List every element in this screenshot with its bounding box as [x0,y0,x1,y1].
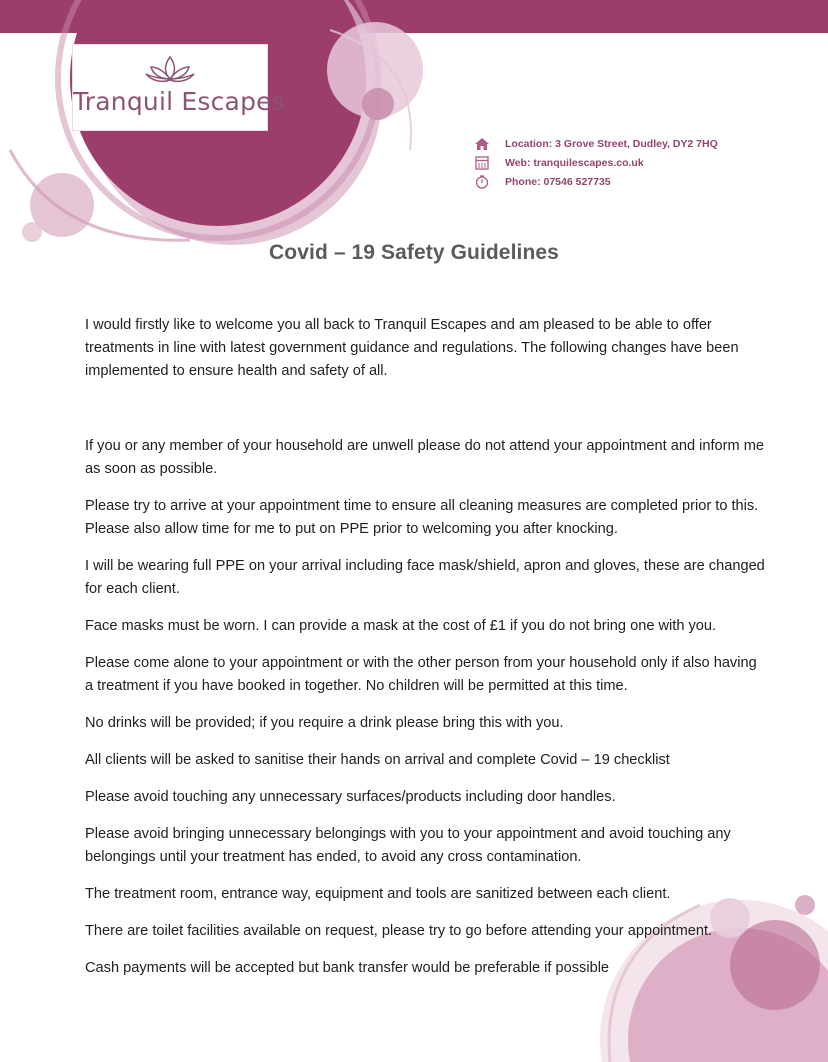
contact-web-text[interactable]: Web: tranquilescapes.co.uk [505,156,644,169]
guideline-item: Please avoid touching any unnecessary surfaces/products including door handles. [85,789,616,805]
footer-blob-small [795,895,815,915]
lotus-icon [144,53,196,85]
home-icon [474,137,490,151]
guideline-item: Face masks must be worn. I can provide a mask at the cost of £1 if you do not bring one with you. [85,618,717,634]
page-title: Covid – 19 Safety Guidelines [269,241,559,264]
guideline-item: There are toilet facilities available on request, please try to go before attending your appointment. [85,923,713,939]
guideline-item: Please try to arrive at your appointment time to ensure all cleaning measures are completed prior to this. Please also allow time for me to put on PPE prior to welcoming you after knocking. [85,498,759,537]
guideline-item: If you or any member of your household are unwell please do not attend your appointment and inform me as soon as possible. [85,438,765,477]
phone-icon [474,175,490,189]
web-icon [474,156,490,170]
logo [72,44,285,131]
logo-text: Tranquil Escapes [73,87,285,116]
guideline-item: Please avoid bringing unnecessary belongings with you to your appointment and avoid touching any belongings until your treatment has ended, to avoid any cross contamination. [85,826,731,865]
contact-block [474,134,718,191]
contact-phone-text[interactable]: Phone: 07546 527735 [505,175,611,188]
guideline-item: The treatment room, entrance way, equipment and tools are sanitized between each client. [85,886,671,902]
intro-paragraph: I would firstly like to welcome you all back to Tranquil Escapes and am pleased to be able to offer treatments in line with latest government guidance and regulations. The following changes have been implemented to ensure health and safety of all. [85,317,739,379]
header-blob-left-small [22,222,42,242]
contact-web [474,153,718,172]
contact-location [474,134,718,153]
guideline-item: Please come alone to your appointment or with the other person from your household only if also having a treatment if you have booked in together. No children will be permitted at this time. [85,655,757,694]
contact-location-text: Location: 3 Grove Street, Dudley, DY2 7HQ [505,137,718,150]
header-blob-small [362,88,394,120]
guideline-item: Cash payments will be accepted but bank transfer would be preferable if possible [85,960,610,976]
contact-phone [474,172,718,191]
guideline-item: No drinks will be provided; if you require a drink please bring this with you. [85,715,564,731]
guideline-item: I will be wearing full PPE on your arrival including face mask/shield, apron and gloves, these are changed for each client. [85,558,765,597]
guideline-item: All clients will be asked to sanitise their hands on arrival and complete Covid – 19 checklist [85,752,670,768]
document-body [85,314,765,980]
